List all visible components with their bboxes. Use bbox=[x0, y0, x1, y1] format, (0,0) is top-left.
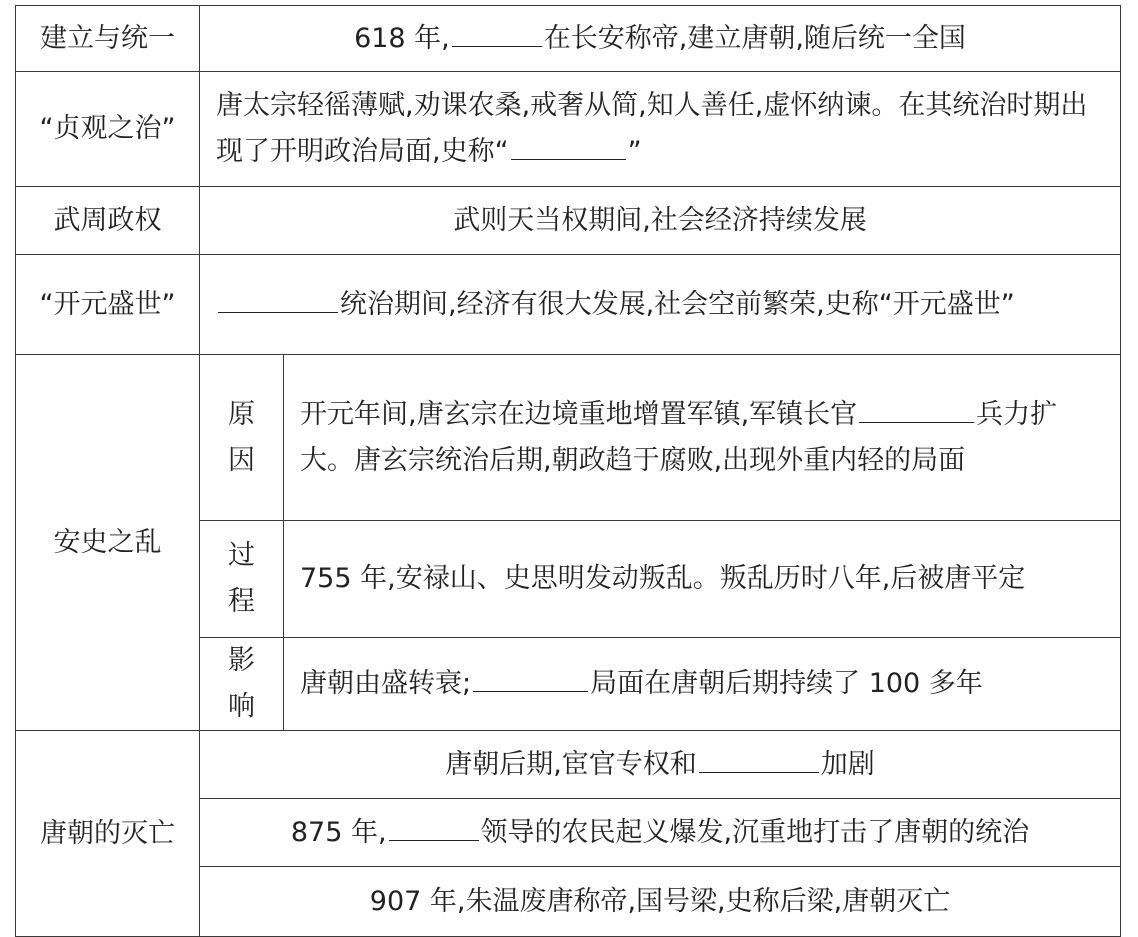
content-founding bbox=[200, 6, 1121, 72]
row-kaiyuan bbox=[16, 255, 1121, 355]
blank-impact[interactable] bbox=[473, 661, 588, 692]
content-zhenguan bbox=[200, 72, 1121, 187]
label-process: 过程 bbox=[200, 521, 284, 638]
blank-fall-2[interactable] bbox=[389, 810, 479, 841]
fall-line2-b: 领导的农民起义爆发,沉重地打击了唐朝的统治 bbox=[480, 816, 1030, 848]
label-cause: 原因 bbox=[200, 355, 284, 521]
topic-kaiyuan: “开元盛世” bbox=[16, 255, 200, 355]
fall-line1-b: 加剧 bbox=[820, 748, 875, 780]
blank-cause[interactable] bbox=[859, 392, 974, 423]
impact-text-b: 局面在唐朝后期持续了 100 多年 bbox=[590, 668, 983, 699]
fall-line2-a: 875 年, bbox=[290, 816, 387, 848]
topic-anshi: 安史之乱 bbox=[16, 355, 200, 731]
row-fall-1 bbox=[16, 731, 1121, 799]
row-founding bbox=[16, 6, 1121, 72]
content-process: 755 年,安禄山、史思明发动叛乱。叛乱历时八年,后被唐平定 bbox=[284, 521, 1121, 638]
fall-line1-a: 唐朝后期,宦官专权和 bbox=[445, 748, 697, 780]
row-anshi-cause bbox=[16, 355, 1121, 521]
content-wuzhou: 武则天当权期间,社会经济持续发展 bbox=[200, 187, 1121, 255]
content-cause bbox=[284, 355, 1121, 521]
cause-text-a: 开元年间,唐玄宗在边境重地增置军镇,军镇长官 bbox=[300, 398, 858, 430]
content-fall-1 bbox=[200, 731, 1121, 799]
cause-text-b: 兵力扩大。唐玄宗统治后期,朝政趋于腐败,出现外重内轻的局面 bbox=[300, 398, 1058, 476]
topic-zhenguan: “贞观之治” bbox=[16, 72, 200, 187]
content-kaiyuan bbox=[200, 255, 1121, 355]
zhenguan-text-b: ” bbox=[627, 136, 642, 167]
topic-fall: 唐朝的灭亡 bbox=[16, 731, 200, 937]
blank-founder[interactable] bbox=[452, 16, 542, 47]
blank-kaiyuan-ruler[interactable] bbox=[218, 282, 338, 313]
history-table-sheet bbox=[15, 5, 1120, 917]
blank-zhenguan-name[interactable] bbox=[511, 129, 626, 160]
kaiyuan-text-b: 统治期间,经济有很大发展,社会空前繁荣,史称“开元盛世” bbox=[340, 288, 1015, 320]
row-wuzhou bbox=[16, 187, 1121, 255]
topic-founding: 建立与统一 bbox=[16, 6, 200, 72]
founding-text-b: 在长安称帝,建立唐朝,随后统一全国 bbox=[543, 22, 966, 54]
row-zhenguan bbox=[16, 72, 1121, 187]
zhenguan-text-a: 唐太宗轻徭薄赋,劝课农桑,戒奢从简,知人善任,虚怀纳谏。在其统治时期出现了开明政治局面,史称“ bbox=[216, 90, 1088, 167]
content-impact bbox=[284, 638, 1121, 731]
topic-wuzhou: 武周政权 bbox=[16, 187, 200, 255]
content-fall-3: 907 年,朱温废唐称帝,国号梁,史称后梁,唐朝灭亡 bbox=[200, 867, 1121, 937]
content-fall-2 bbox=[200, 799, 1121, 867]
label-impact: 影响 bbox=[200, 638, 284, 731]
blank-fall-1[interactable] bbox=[699, 742, 819, 773]
tang-dynasty-table bbox=[15, 5, 1121, 937]
founding-text-a: 618 年, bbox=[354, 22, 450, 54]
impact-text-a: 唐朝由盛转衰; bbox=[300, 668, 472, 699]
